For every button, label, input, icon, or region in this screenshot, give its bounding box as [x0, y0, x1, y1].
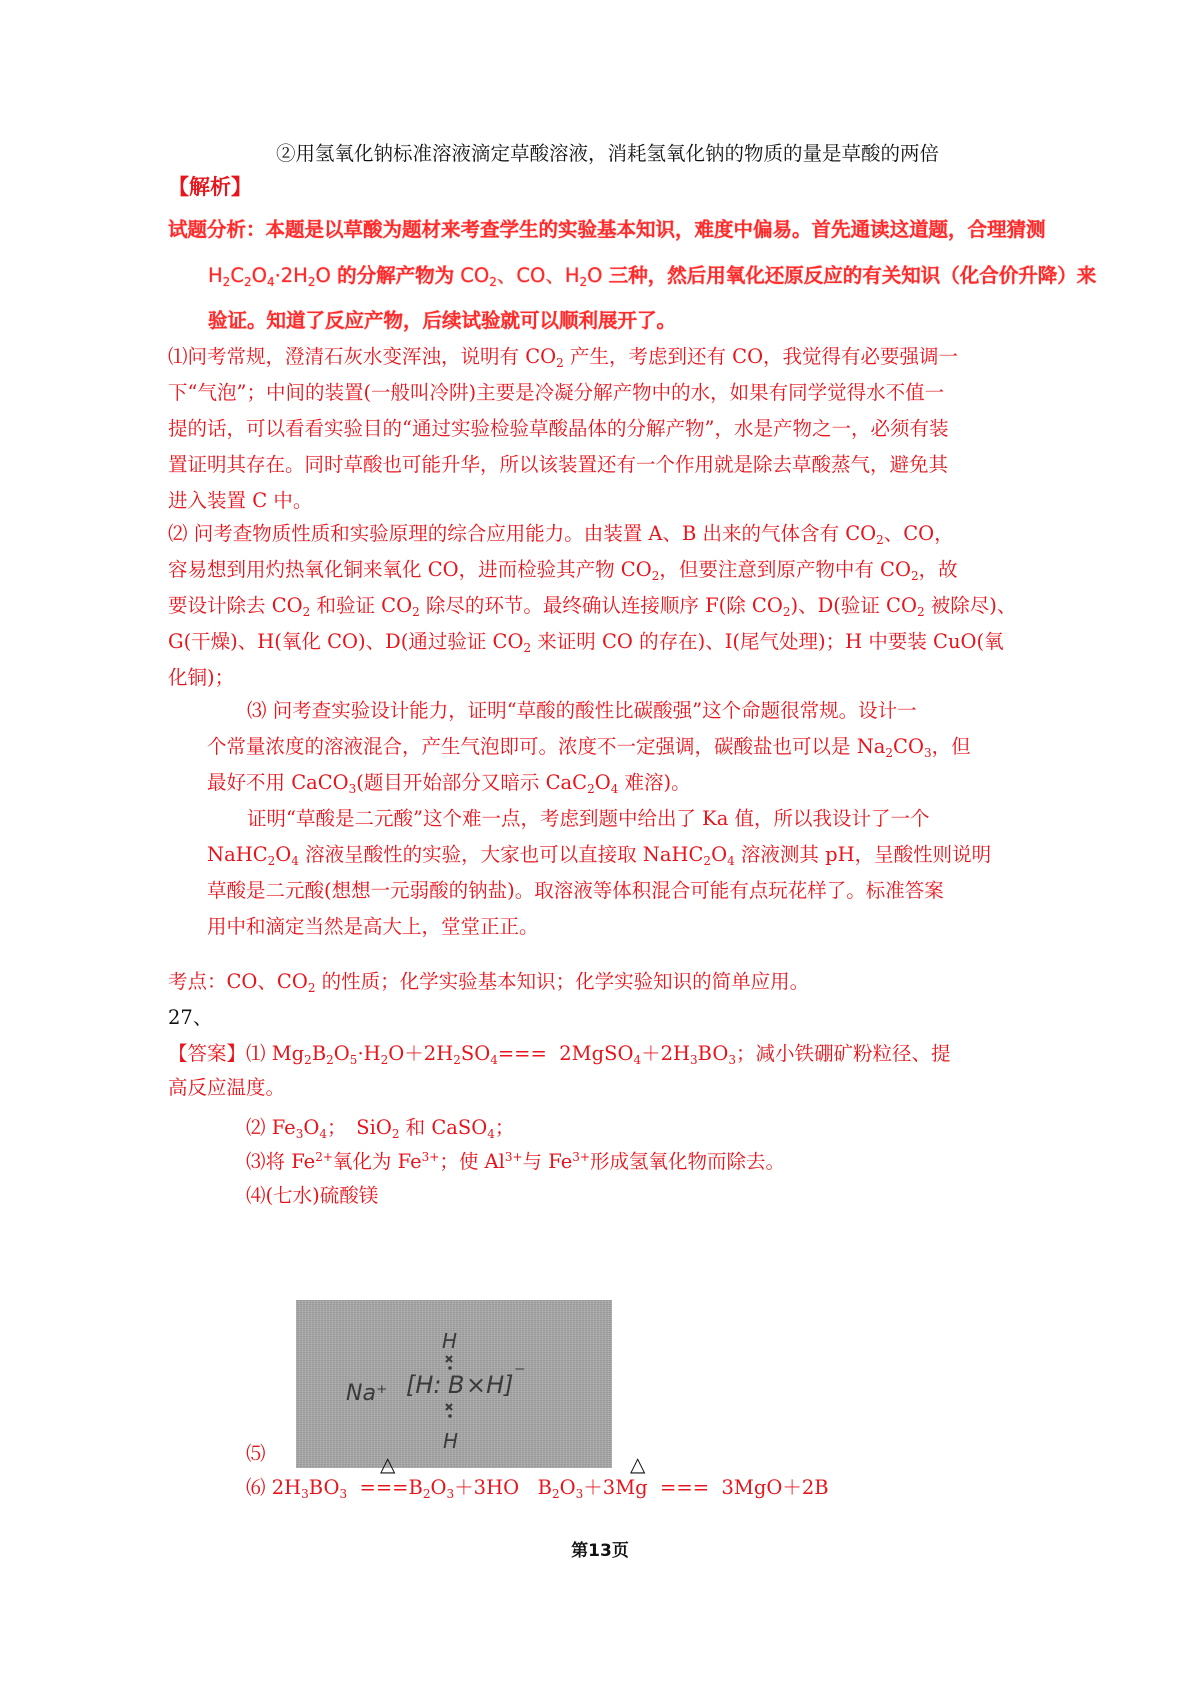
p2-line-5: 化铜)； — [168, 666, 235, 689]
analysis-line-3: 验证。知道了反应产物，后续试验就可以顺利展开了。 — [208, 309, 677, 332]
photo-bottom-h: H — [443, 1429, 459, 1453]
photo-left: [H: — [406, 1371, 442, 1399]
answer-line-1: 【答案】⑴ $Mg_2B_2O_5\cdot H_2O+2H_2SO_4===$ $2MgSO_4+2H_3BO_3$；减小铁硼矿粉粒径、提 — [168, 1042, 951, 1067]
photo-b: B — [448, 1371, 465, 1399]
answer-4: ⑷(七水)硫酸镁 — [246, 1184, 379, 1207]
p2-line-3: 要设计除去 $CO_2$ 和验证 $CO_2$ 除尽的环节。最终确认连接顺序 F(除 $CO_2$)、D(验证 $CO_2$ 被除尽)、 — [168, 594, 1017, 619]
answer-2: ⑵ $Fe_3O_4$； SiO$_2$ 和 CaSO$_4$； — [246, 1116, 515, 1141]
photo-top-h: H — [442, 1329, 458, 1353]
answer-3: ⑶将 $Fe^{2+}$氧化为 $Fe^{3+}$；使 $Al^{3+}$与 $Fe^{3+}$形成氢氧化物而除去。 — [246, 1150, 785, 1173]
answer-6: ⑹ $2H_3BO_3 ===B_2O_3+3HO$ $B_2O_3+3Mg$ === 3MgO＋2B — [246, 1476, 829, 1501]
p3-line-6: 草酸是二元酸(想想一元弱酸的钠盐)。取溶液等体积混合可能有点玩花样了。标准答案 — [207, 879, 944, 902]
p3-line-2: 个常量浓度的溶液混合，产生气泡即可。浓度不一定强调，碳酸盐也可以是 $Na_2CO_3$，但 — [207, 735, 971, 760]
answer-5: ⑸ — [246, 1442, 266, 1465]
photo-right: ×H] — [466, 1371, 514, 1399]
analysis-line-1: 试题分析：本题是以草酸为题材来考查学生的实验基本知识，难度中偏易。首先通读这道题，合理猜测 — [168, 218, 1046, 241]
p2-line-2: 容易想到用灼热氧化铜来氧化 CO，进而检验其产物 $CO_2$，但要注意到原产物中有 $CO_2$，故 — [168, 558, 958, 583]
photo-na: Na⁺ — [346, 1381, 388, 1406]
electron-formula-drawing — [296, 1300, 612, 1468]
p2-line-1: ⑵ 问考查物质性质和实验原理的综合应用能力。由装置 A、B 出来的气体含有 $CO_2$、CO， — [168, 522, 954, 547]
kaodian-line: 考点：CO、$CO_2$ 的性质；化学实验基本知识；化学实验知识的简单应用。 — [168, 970, 810, 995]
p1-line-3: 提的话，可以看看实验目的“通过实验检验草酸晶体的分解产物”，水是产物之一，必须有装 — [168, 417, 949, 440]
p3-line-1: ⑶ 问考查实验设计能力，证明“草酸的酸性比碳酸强”这个命题很常规。设计一 — [247, 699, 917, 722]
page-number: 第13页 — [571, 1541, 629, 1561]
heat-triangle-2: △ — [630, 1452, 646, 1476]
top-line: ②用氢氧化钠标准溶液滴定草酸溶液，消耗氢氧化钠的物质的量是草酸的两倍 — [276, 142, 940, 165]
analysis-line-2: $H_2C_2O_4\cdot 2H_2O$ 的分解产物为 $CO_2$、CO、$H_2O$ 三种，然后用氧化还原反应的有关知识（化合价升降）来 — [208, 264, 1097, 289]
p1-line-2: 下“气泡”；中间的装置(一般叫冷阱)主要是冷凝分解产物中的水，如果有同学觉得水不值一 — [168, 381, 945, 404]
analysis-heading: 【解析】 — [168, 175, 252, 199]
p3-line-5: $NaHC_2O_4$ 溶液呈酸性的实验，大家也可以直接取 $NaHC_2O_4$ 溶液测其 pH，呈酸性则说明 — [207, 843, 992, 868]
p3-line-4: 证明“草酸是二元酸”这个难一点，考虑到题中给出了 Ka 值，所以我设计了一个 — [247, 807, 930, 830]
heat-triangle-1: △ — [380, 1452, 396, 1476]
p1-line-1: ⑴问考常规，澄清石灰水变浑浊，说明有 $CO_2$ 产生，考虑到还有 CO，我觉得有必要强调一 — [168, 345, 959, 370]
p3-line-3: 最好不用 CaCO$_3$(题目开始部分又暗示 $CaC_2O_4$ 难溶)。 — [207, 771, 691, 796]
p3-line-7: 用中和滴定当然是高大上，堂堂正正。 — [207, 915, 539, 938]
photo-minus: ⁻ — [514, 1361, 526, 1386]
answer-line-2: 高反应温度。 — [168, 1076, 286, 1099]
p2-line-4: G(干燥)、H(氧化 CO)、D(通过验证 $CO_2$ 来证明 CO 的存在)、I(尾气处理)；H 中要装 CuO(氧 — [168, 630, 1004, 655]
question-number: 27、 — [168, 1006, 213, 1029]
nabh4-electron-formula-image — [296, 1300, 612, 1468]
p1-line-5: 进入装置 C 中。 — [168, 489, 313, 512]
p1-line-4: 置证明其存在。同时草酸也可能升华，所以该装置还有一个作用就是除去草酸蒸气，避免其 — [168, 453, 949, 476]
